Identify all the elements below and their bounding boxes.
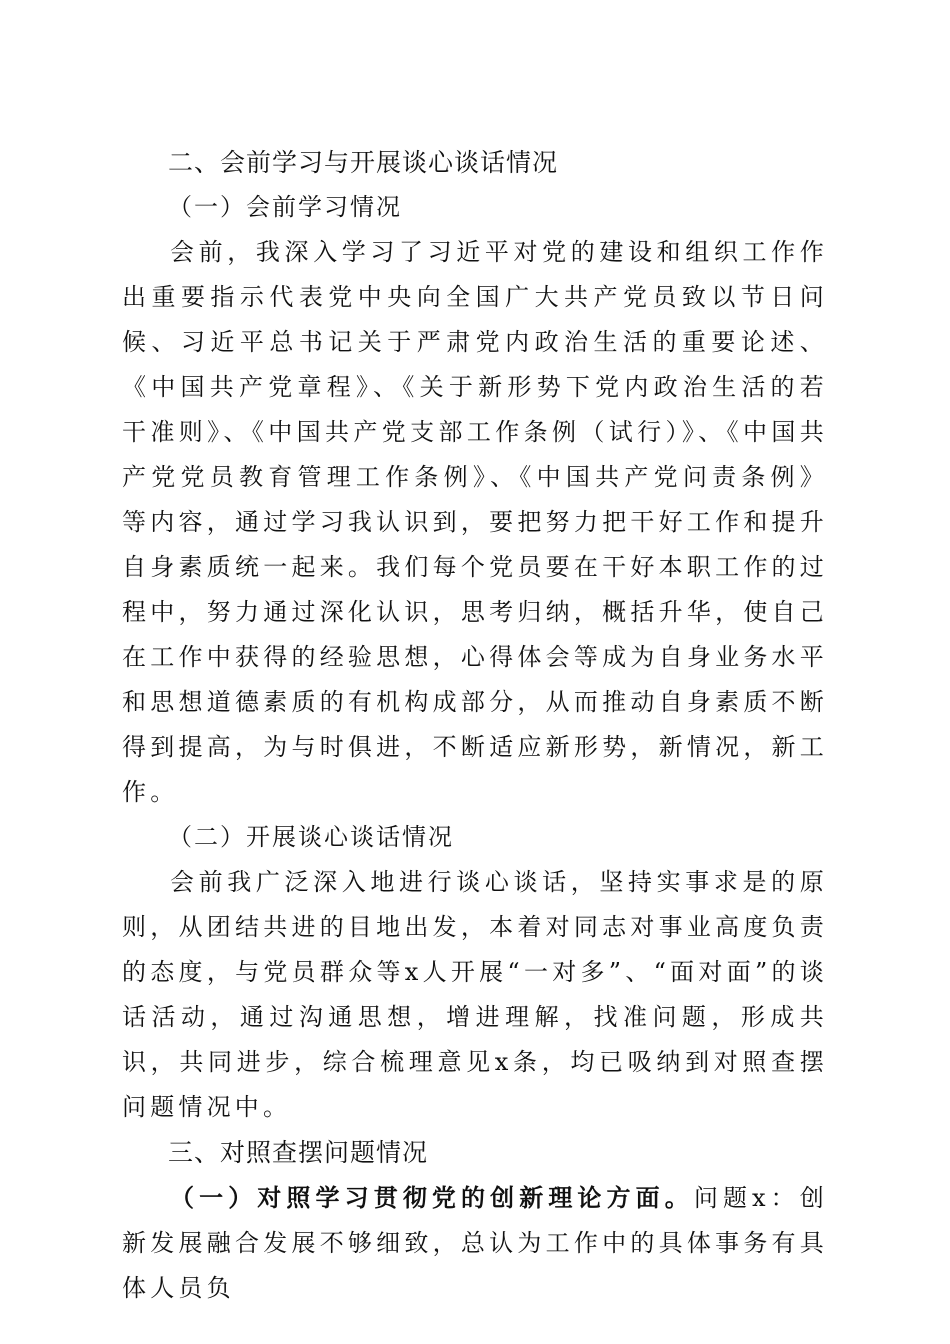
section-2-sub-2-title: （二）开展谈心谈话情况: [168, 823, 454, 851]
section-2-heading: 二、会前学习与开展谈心谈话情况: [168, 148, 559, 177]
document-body: [122, 140, 828, 1311]
section-3-item-1-lead: （一）对照学习贯彻党的创新理论方面。: [170, 1183, 694, 1212]
section-2-sub-1-title: （一）会前学习情况: [168, 193, 402, 221]
section-2-sub-1-paragraph: 会前，我深入学习了习近平对党的建设和组织工作作出重要指示代表党中央向全国广大共产党员致以节日问候、习近平总书记关于严肃党内政治生活的重要论述、《中国共产党章程》、《关于新形势下党内政治生活的若干准则》、《中国共产党支部工作条例（试行）》、《中国共产党党员教育管理工作条例》、《中国共产党问责条例》等内容，通过学习我认识到，要把努力把干好工作和提升自身素质统一起来。我们每个党员要在干好本职工作的过程中，努力通过深化认识，思考归纳，概括升华，使自己在工作中获得的经验思想，心得体会等成为自身业务水平和思想道德素质的有机构成部分，从而推动自身素质不断得到提高，为与时俱进，不断适应新形势，新情况，新工作。: [122, 238, 828, 806]
section-3-item-1-paragraph: [122, 1175, 828, 1311]
section-3-item-1-text: 问题x：创新发展融合发展不够细致，总认为工作中的具体事务有具体人员负: [122, 1184, 828, 1302]
section-3-heading: 三、对照查摆问题情况: [168, 1138, 429, 1167]
section-2-sub-2-paragraph: 会前我广泛深入地进行谈心谈话，坚持实事求是的原则，从团结共进的目地出发，本着对同志对事业高度负责的态度，与党员群众等x人开展“一对多”、“面对面”的谈话活动，通过沟通思想，增进理解，找准问题，形成共识，共同进步，综合梳理意见x条，均已吸纳到对照查摆问题情况中。: [122, 868, 828, 1121]
